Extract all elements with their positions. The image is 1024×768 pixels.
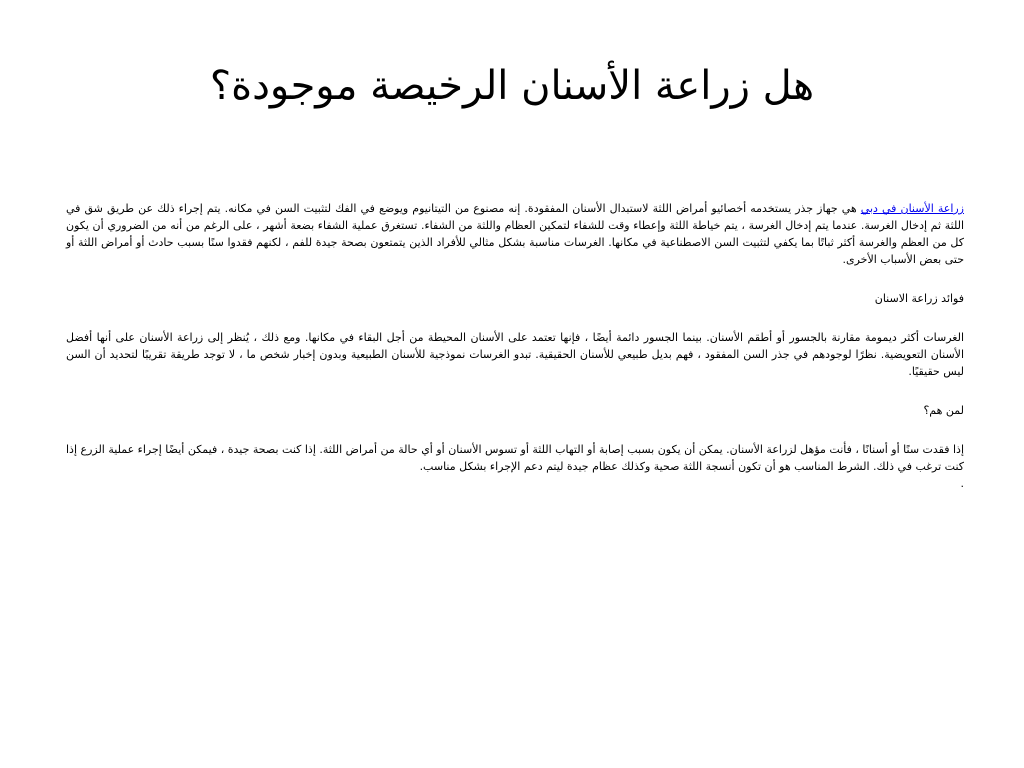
intro-paragraph <box>66 200 964 268</box>
benefits-paragraph: الغرسات أكثر ديمومة مقارنة بالجسور أو أطقم الأسنان. بينما الجسور دائمة أيضًا ، فإنها تعتمد على الأسنان المحيطة من أجل البقاء في مكانها. ومع ذلك ، يُنظر إلى زراعة الأسنان على أنها أفضل الأسنان التعويضية. نظرًا لوجودهم في جذر السن المفقود ، فهم بديل طبيعي للأسنان الحقيقية. تبدو الغرسات نموذجية للأسنان الطبيعية وبدون إخبار شخص ما ، لا توجد طريقة تقريبًا لتحديد أن السن ليس حقيقيًا. <box>66 331 964 378</box>
trailing-dot: . <box>960 477 964 490</box>
for-whom-heading: لمن هم؟ <box>923 404 964 417</box>
page-title: هل زراعة الأسنان الرخيصة موجودة؟ <box>209 63 815 109</box>
dental-implants-dubai-link[interactable]: زراعة الأسنان في دبي <box>860 202 964 215</box>
intro-text: هي جهاز جذر يستخدمه أخصائيو أمراض اللثة لاستبدال الأسنان المفقودة. إنه مصنوع من التيتانيوم ويوضع في الفك لتثبيت السن في مكانه. يتم إجراء ذلك عن طريق شق في اللثة ثم إدخال الغرسة. عندما يتم إدخال الغرسة ، يتم خياطة اللثة وإعطاء وقت للشفاء لتمكين العظام واللثة من الشفاء. تستغرق عملية الشفاء بضعة أشهر ، على الرغم من أنه من الضروري أن يكون كل من العظم والغرسة أكثر ثباتًا بما يكفي لتثبيت السن الاصطناعية في مكانها. الغرسات مناسبة بشكل مثالي للأفراد الذين يتمتعون بصحة جيدة للفم ، لكنهم فقدوا سنًا بسبب حادث أو أمراض اللثة أو حتى بعض الأسباب الأخرى. <box>66 202 964 266</box>
for-whom-paragraph: إذا فقدت سنًا أو أسنانًا ، فأنت مؤهل لزراعة الأسنان. يمكن أن يكون بسبب إصابة أو التهاب اللثة أو تسوس الأسنان أو أي حالة من أمراض اللثة. إذا كنت بصحة جيدة ، فيمكن أيضًا إجراء عملية الزرع إذا كنت ترغب في ذلك. الشرط المناسب هو أن تكون أنسجة اللثة صحية وكذلك عظام جيدة ليتم دعم الإجراء بشكل مناسب. <box>66 443 964 473</box>
benefits-heading: فوائد زراعة الاسنان <box>874 292 964 305</box>
slide-content <box>66 200 964 514</box>
